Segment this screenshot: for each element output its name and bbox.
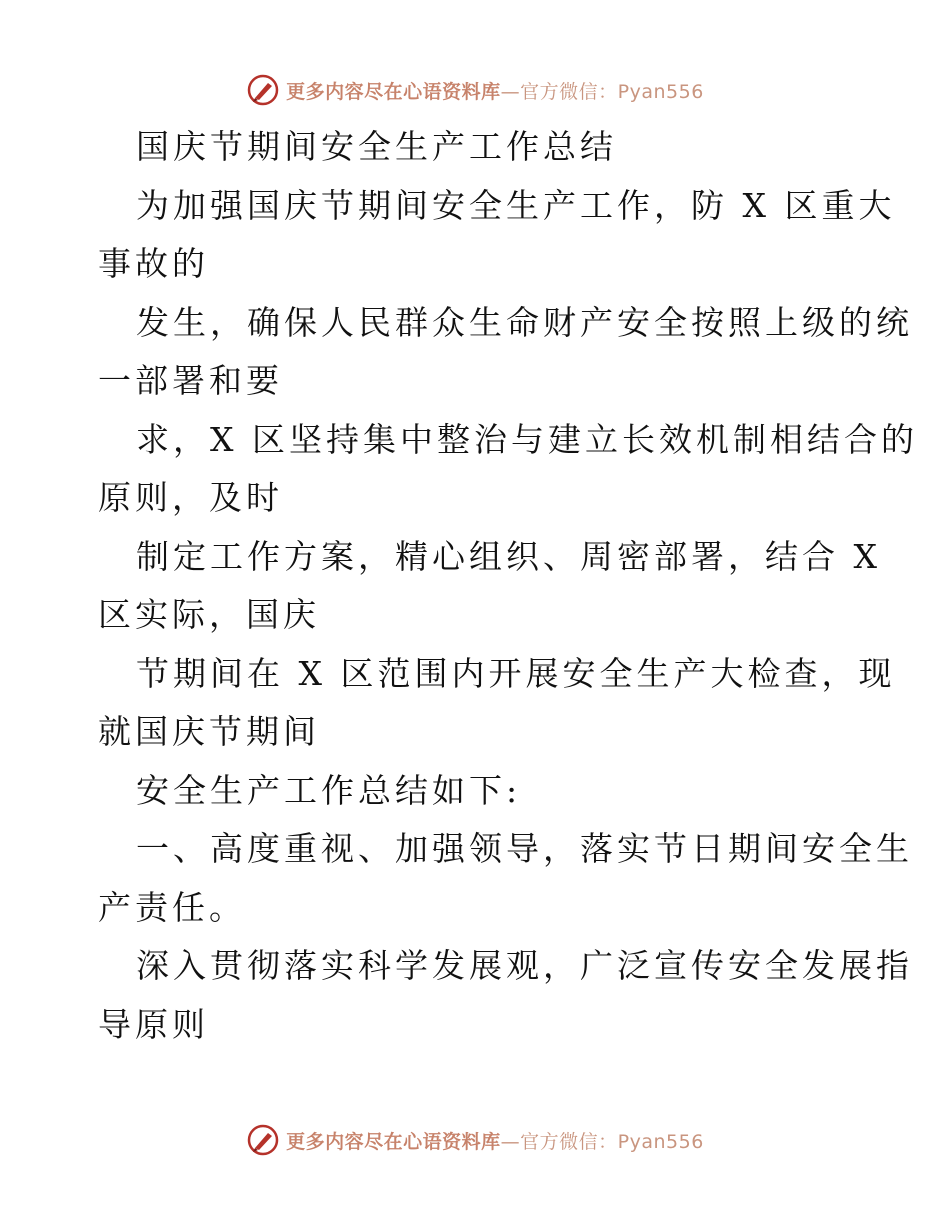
- paragraph-line: 求，X 区坚持集中整治与建立长效机制相结合的: [136, 419, 918, 459]
- header-banner: [0, 70, 950, 110]
- footer-banner: [0, 1120, 950, 1160]
- banner-site-text: 更多内容尽在心语资料库: [286, 80, 501, 103]
- section-heading: 产责任。: [98, 887, 246, 927]
- document-title: 国庆节期间安全生产工作总结: [136, 127, 617, 166]
- paragraph-line: 事故的: [98, 244, 209, 283]
- paragraph-line: 发生，确保人民群众生命财产安全按照上级的统: [136, 302, 913, 342]
- paragraph-line: 制定工作方案，精心组织、周密部署，结合 X: [136, 536, 881, 576]
- paragraph-line: 原则，及时: [98, 478, 283, 517]
- paragraph-line: 安全生产工作总结如下:: [136, 770, 522, 810]
- document-body: [98, 118, 918, 1054]
- banner-site-text: 更多内容尽在心语资料库: [286, 1130, 501, 1153]
- banner-wechat-text: —官方微信：Pyan556: [500, 80, 704, 103]
- paragraph-line: 导原则: [98, 1004, 209, 1044]
- section-heading: 一、高度重视、加强领导，落实节日期间安全生: [136, 829, 913, 868]
- paragraph-line: 一部署和要: [98, 361, 283, 400]
- banner-wechat-text: —官方微信：Pyan556: [500, 1130, 704, 1153]
- paragraph-line: 就国庆节期间: [98, 712, 320, 751]
- paragraph-line: 区实际，国庆: [98, 595, 320, 634]
- banner-text: [286, 1127, 704, 1154]
- pen-logo-icon: [246, 1123, 280, 1157]
- paragraph-line: 节期间在 X 区范围内开展安全生产大检查，现: [136, 653, 896, 693]
- paragraph-line: 为加强国庆节期间安全生产工作，防 X 区重大: [136, 185, 896, 225]
- banner-text: [286, 77, 704, 104]
- pen-logo-icon: [246, 73, 280, 107]
- paragraph-line: 深入贯彻落实科学发展观，广泛宣传安全发展指: [136, 946, 913, 985]
